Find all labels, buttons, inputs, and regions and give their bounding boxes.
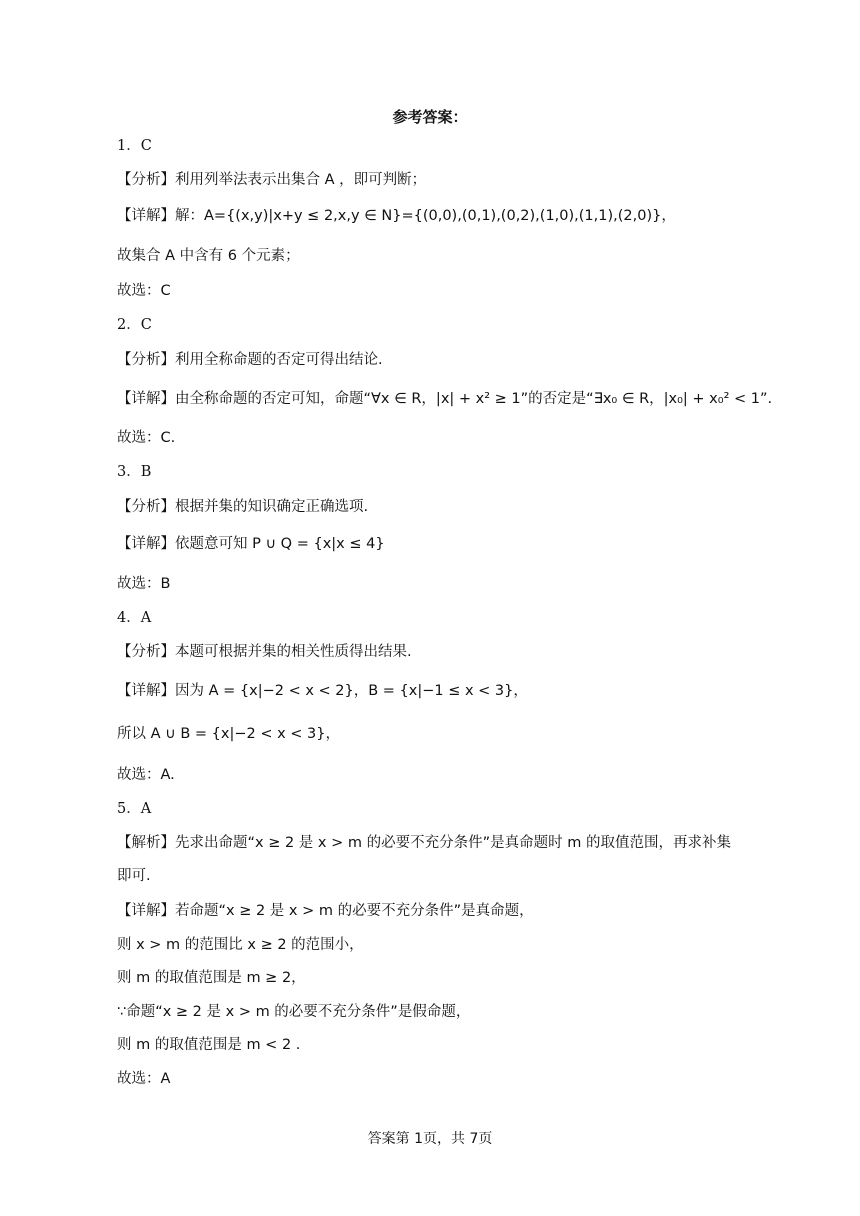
answer-line: 故选：A [117,1071,171,1087]
answer-line: 故选：B [117,576,171,592]
answer-line: 【详解】因为 A = {x|−2 < x < 2}，B = {x|−1 ≤ x < 3}， [117,683,528,699]
page-title: 参考答案： [392,108,468,126]
answer-line: 【详解】依题意可知 P ∪ Q = {x|x ≤ 4} [117,536,385,552]
answer-line: 即可. [117,868,151,884]
answer-line: 故选：A. [117,767,175,783]
answer-line: 故选：C. [117,430,176,446]
answer-line: 则 m 的取值范围是 m ≥ 2， [117,970,306,986]
answer-line: 5．A [117,801,152,817]
page-footer: 答案第 1页，共 7页 [367,1131,493,1147]
answer-line: 【详解】若命题“x ≥ 2 是 x > m 的必要不充分条件”是真命题， [117,903,534,919]
answer-line: 1．C [117,138,152,154]
answer-line: 【解析】先求出命题“x ≥ 2 是 x > m 的必要不充分条件”是真命题时 m 的取值范围，再求补集 [117,835,731,851]
answer-line: 【分析】利用全称命题的否定可得出结论. [117,352,383,368]
answer-line: 3．B [117,464,152,480]
answer-line: 则 m 的取值范围是 m < 2 . [117,1037,301,1053]
answer-line: 所以 A ∪ B = {x|−2 < x < 3}， [117,726,341,742]
answer-line: 故选：C [117,283,171,299]
answer-line: 则 x > m 的范围比 x ≥ 2 的范围小， [117,937,364,953]
answer-line: 【分析】利用列举法表示出集合 A ，即可判断； [117,172,427,188]
answer-line: 【分析】根据并集的知识确定正确选项. [117,499,369,515]
answer-line: 【分析】本题可根据并集的相关性质得出结果. [117,644,412,660]
answer-line: 4．A [117,610,152,626]
answer-line: 【详解】由全称命题的否定可知，命题“∀x ∈ R，|x| + x² ≥ 1”的否定是“∃x₀ ∈ R，|x₀| + x₀² < 1”. [117,391,773,407]
answer-line: 故集合 A 中含有 6 个元素； [117,248,300,264]
answer-line: 【详解】解：A={(x,y)|x+y ≤ 2,x,y ∈ N}={(0,0),(0,1),(0,2),(1,0),(1,1),(2,0)}， [117,208,676,224]
answer-line: 2．C [117,317,152,333]
answer-line: ∵命题“x ≥ 2 是 x > m 的必要不充分条件”是假命题， [117,1004,471,1020]
